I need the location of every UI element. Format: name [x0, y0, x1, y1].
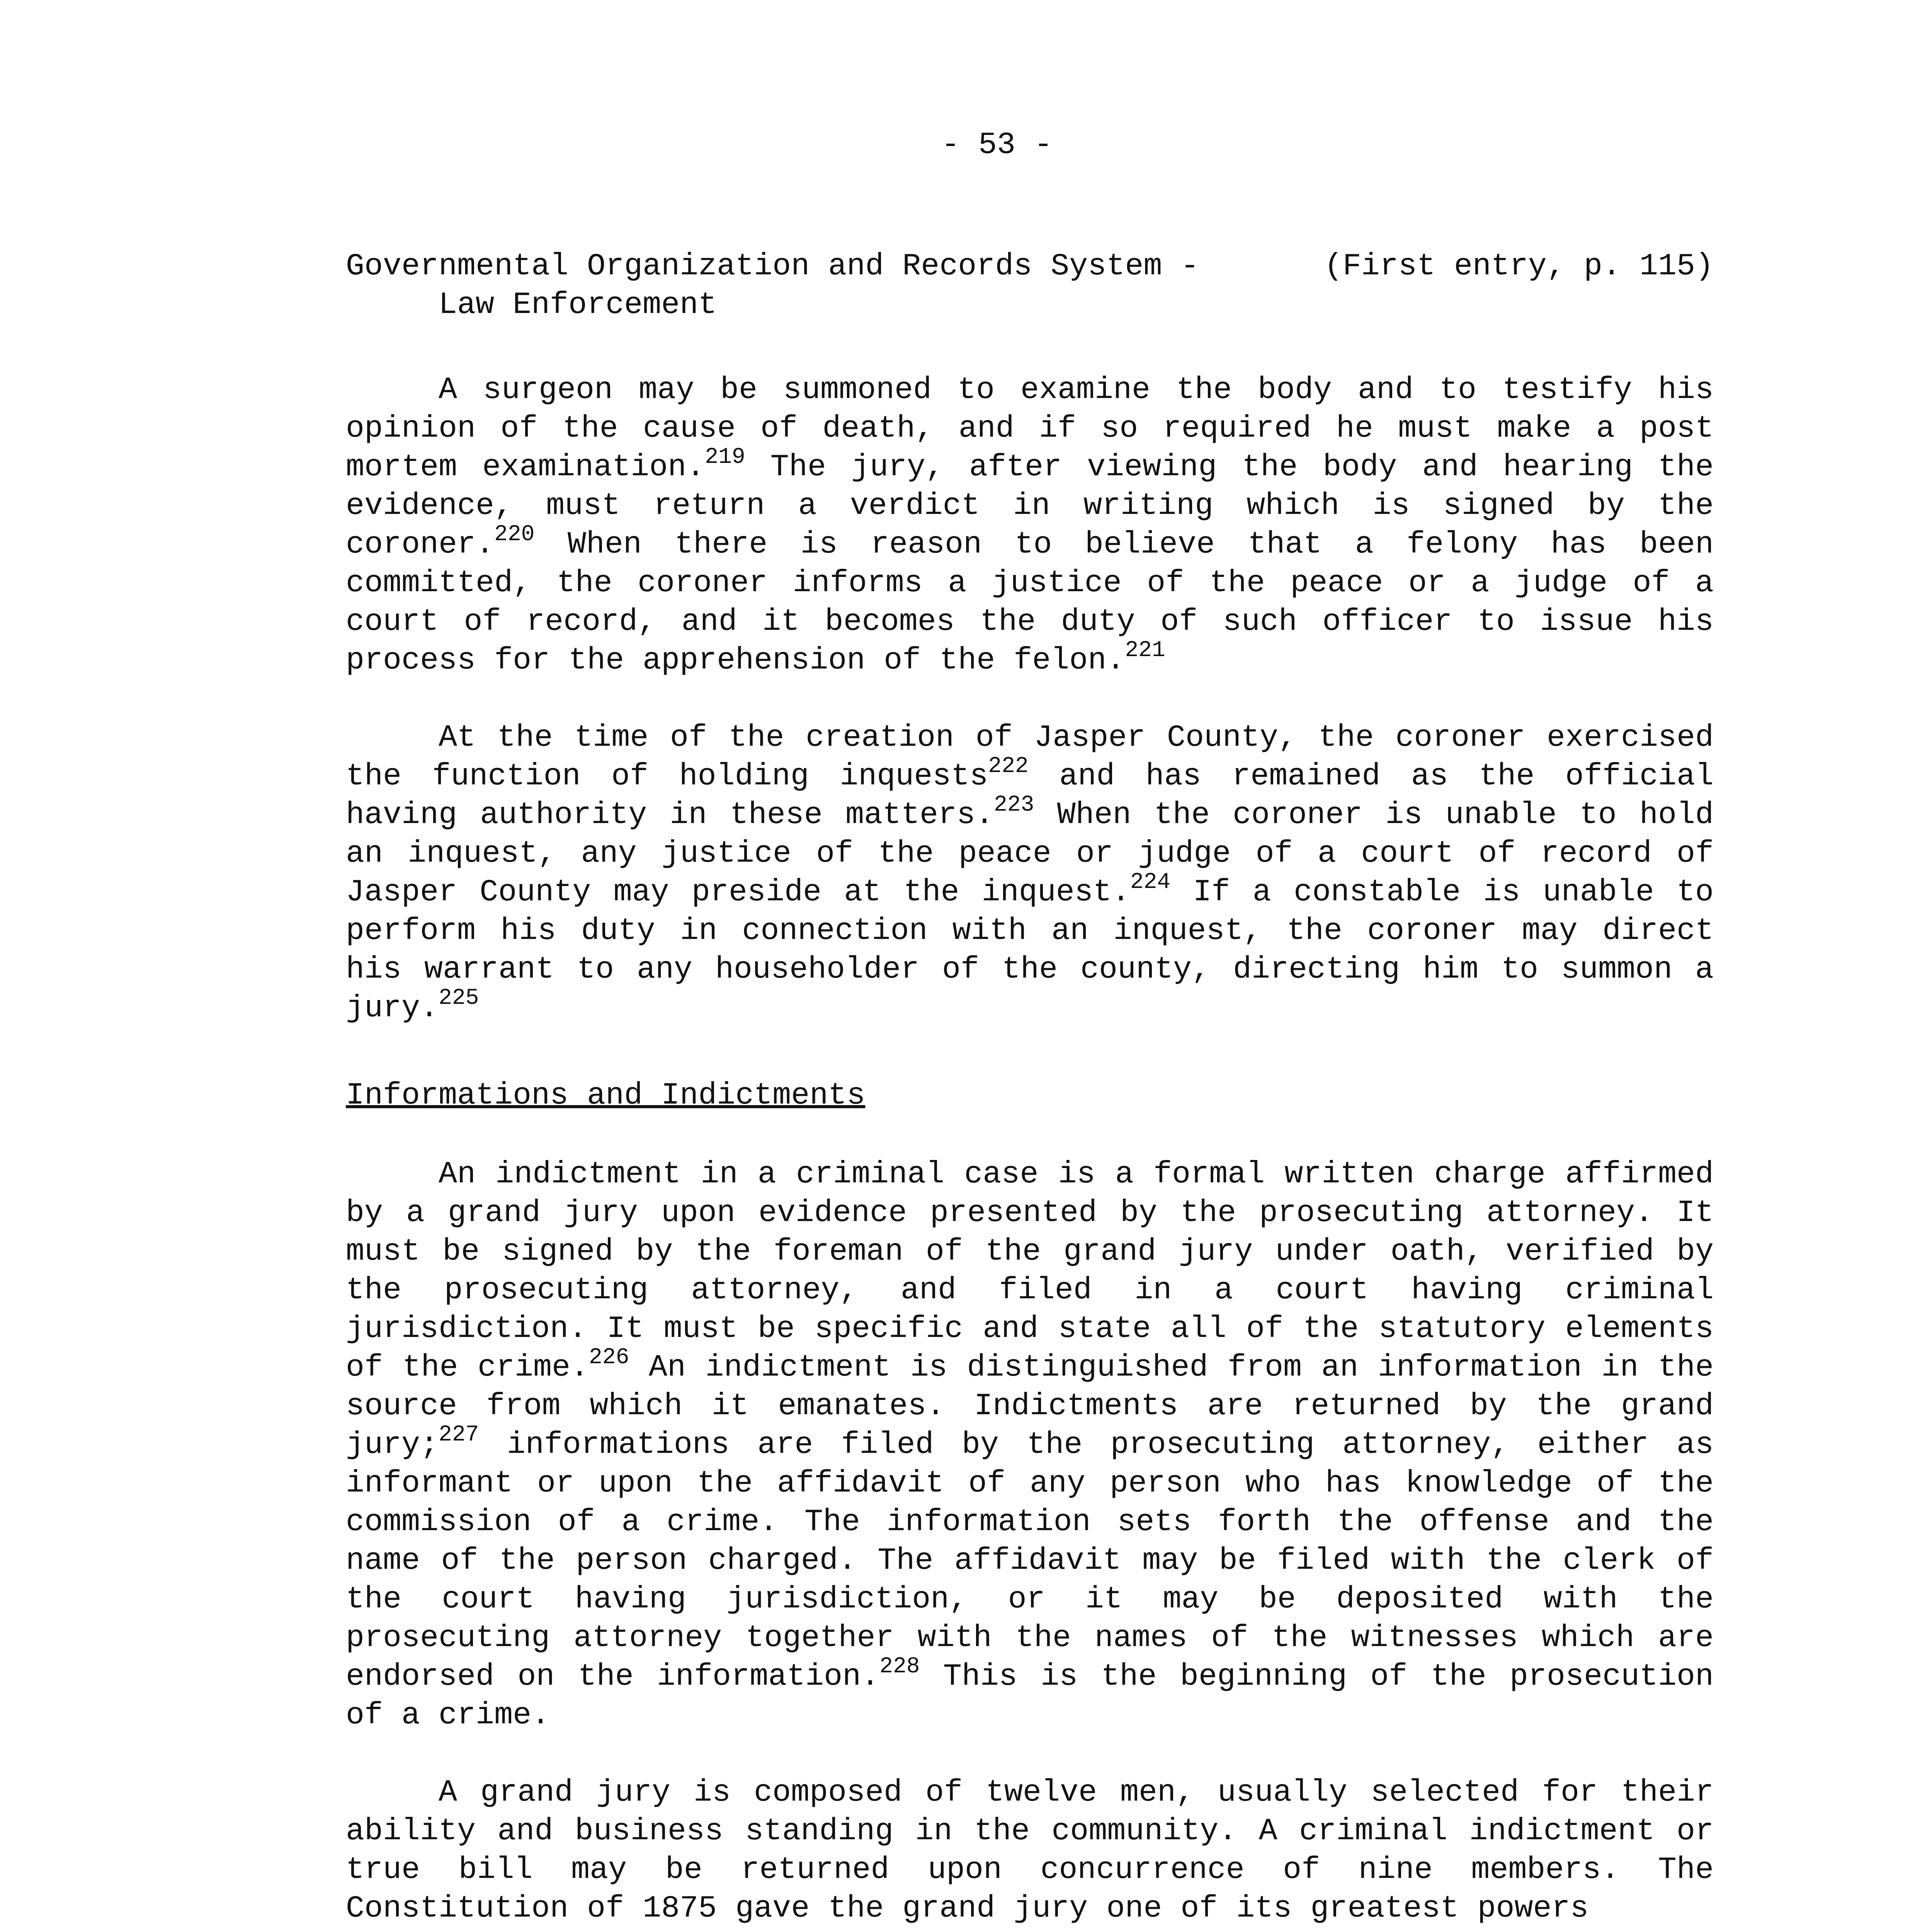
paragraph-text: A grand jury is composed of twelve men, usually selected for their ability and business standing in the community. A criminal indictment or true bill may be returned upon concurrence of nine members. The Constitution of 1875 gave the grand jury one of its greatest powers [346, 1775, 1714, 1926]
footnote-marker: 226 [589, 1345, 629, 1371]
paragraph-text: informations are filed by the prosecuting attorney, either as informant or upon the affidavit of any person who has knowledge of the commission of a crime. The information sets forth the offense and the name of the person charged. The affidavit may be filed with the clerk of the court having jurisdiction, or it may be deposited with the prosecuting attorney together with the names of the witnesses which are endorsed on the information. [346, 1427, 1714, 1694]
footnote-marker: 224 [1130, 870, 1171, 895]
paragraph-text: When there is reason to believe that a felony has been committed, the coroner informs a justice of the peace or a judge of a court of record, and it becomes the duty of such officer to issue his process for the apprehension of the felon. [346, 527, 1714, 678]
header-title: Governmental Organization and Records System - [346, 249, 1199, 284]
paragraph [346, 719, 1714, 1028]
header-subtitle: Law Enforcement [439, 287, 717, 323]
section-heading: Informations and Indictments [346, 1078, 866, 1113]
header-entry-reference: (First entry, p. 115) [1324, 249, 1714, 284]
paragraph-text: At the time of the creation of Jasper County, the coroner exercised the function of holding inquests [346, 720, 1714, 794]
paragraph-text: When the coroner is unable to hold an inquest, any justice of the peace or judge of a court of record of Jasper County may preside at the inquest. [346, 798, 1714, 910]
footnote-marker: 221 [1125, 638, 1165, 663]
paragraph-text: and has remained as the official having authority in these matters. [346, 759, 1714, 833]
body-section-indictments [346, 1155, 1714, 1928]
paragraph-text: If a constable is unable to perform his duty in connection with an inquest, the coroner may direct his warrant to any householder of the county, directing him to summon a jury. [346, 875, 1714, 1026]
footnote-marker: 225 [439, 986, 479, 1011]
footnote-marker: 219 [705, 445, 745, 470]
footnote-marker: 220 [494, 522, 535, 548]
footnote-marker: 227 [439, 1422, 479, 1448]
paragraph-text: The jury, after viewing the body and hearing the evidence, must return a verdict in writing which is signed by the coroner. [346, 450, 1714, 562]
page-number: - 53 - [941, 128, 1053, 163]
body-section-coroner [346, 371, 1714, 1028]
paragraph-text: This is the beginning of the prosecution of a crime. [346, 1659, 1714, 1733]
paragraph-text: An indictment in a criminal case is a formal written charge affirmed by a grand jury upon evidence presented by the prosecuting attorney. It must be signed by the foreman of the grand jury under oath, verified by the prosecuting attorney, and filed in a court having criminal jurisdiction. It must be specific and state all of the statutory elements of the crime. [346, 1157, 1714, 1385]
paragraph [346, 1774, 1714, 1928]
paragraph [346, 371, 1714, 680]
paragraph-text: An indictment is distinguished from an information in the source from which it emanates. Indictments are returned by the grand jury; [346, 1350, 1714, 1463]
paragraph [346, 1155, 1714, 1735]
footnote-marker: 222 [988, 754, 1029, 779]
footnote-marker: 223 [994, 793, 1034, 818]
footnote-marker: 228 [879, 1654, 920, 1680]
paragraph-text: A surgeon may be summoned to examine the body and to testify his opinion of the cause of death, and if so required he must make a post mortem examination. [346, 372, 1714, 485]
